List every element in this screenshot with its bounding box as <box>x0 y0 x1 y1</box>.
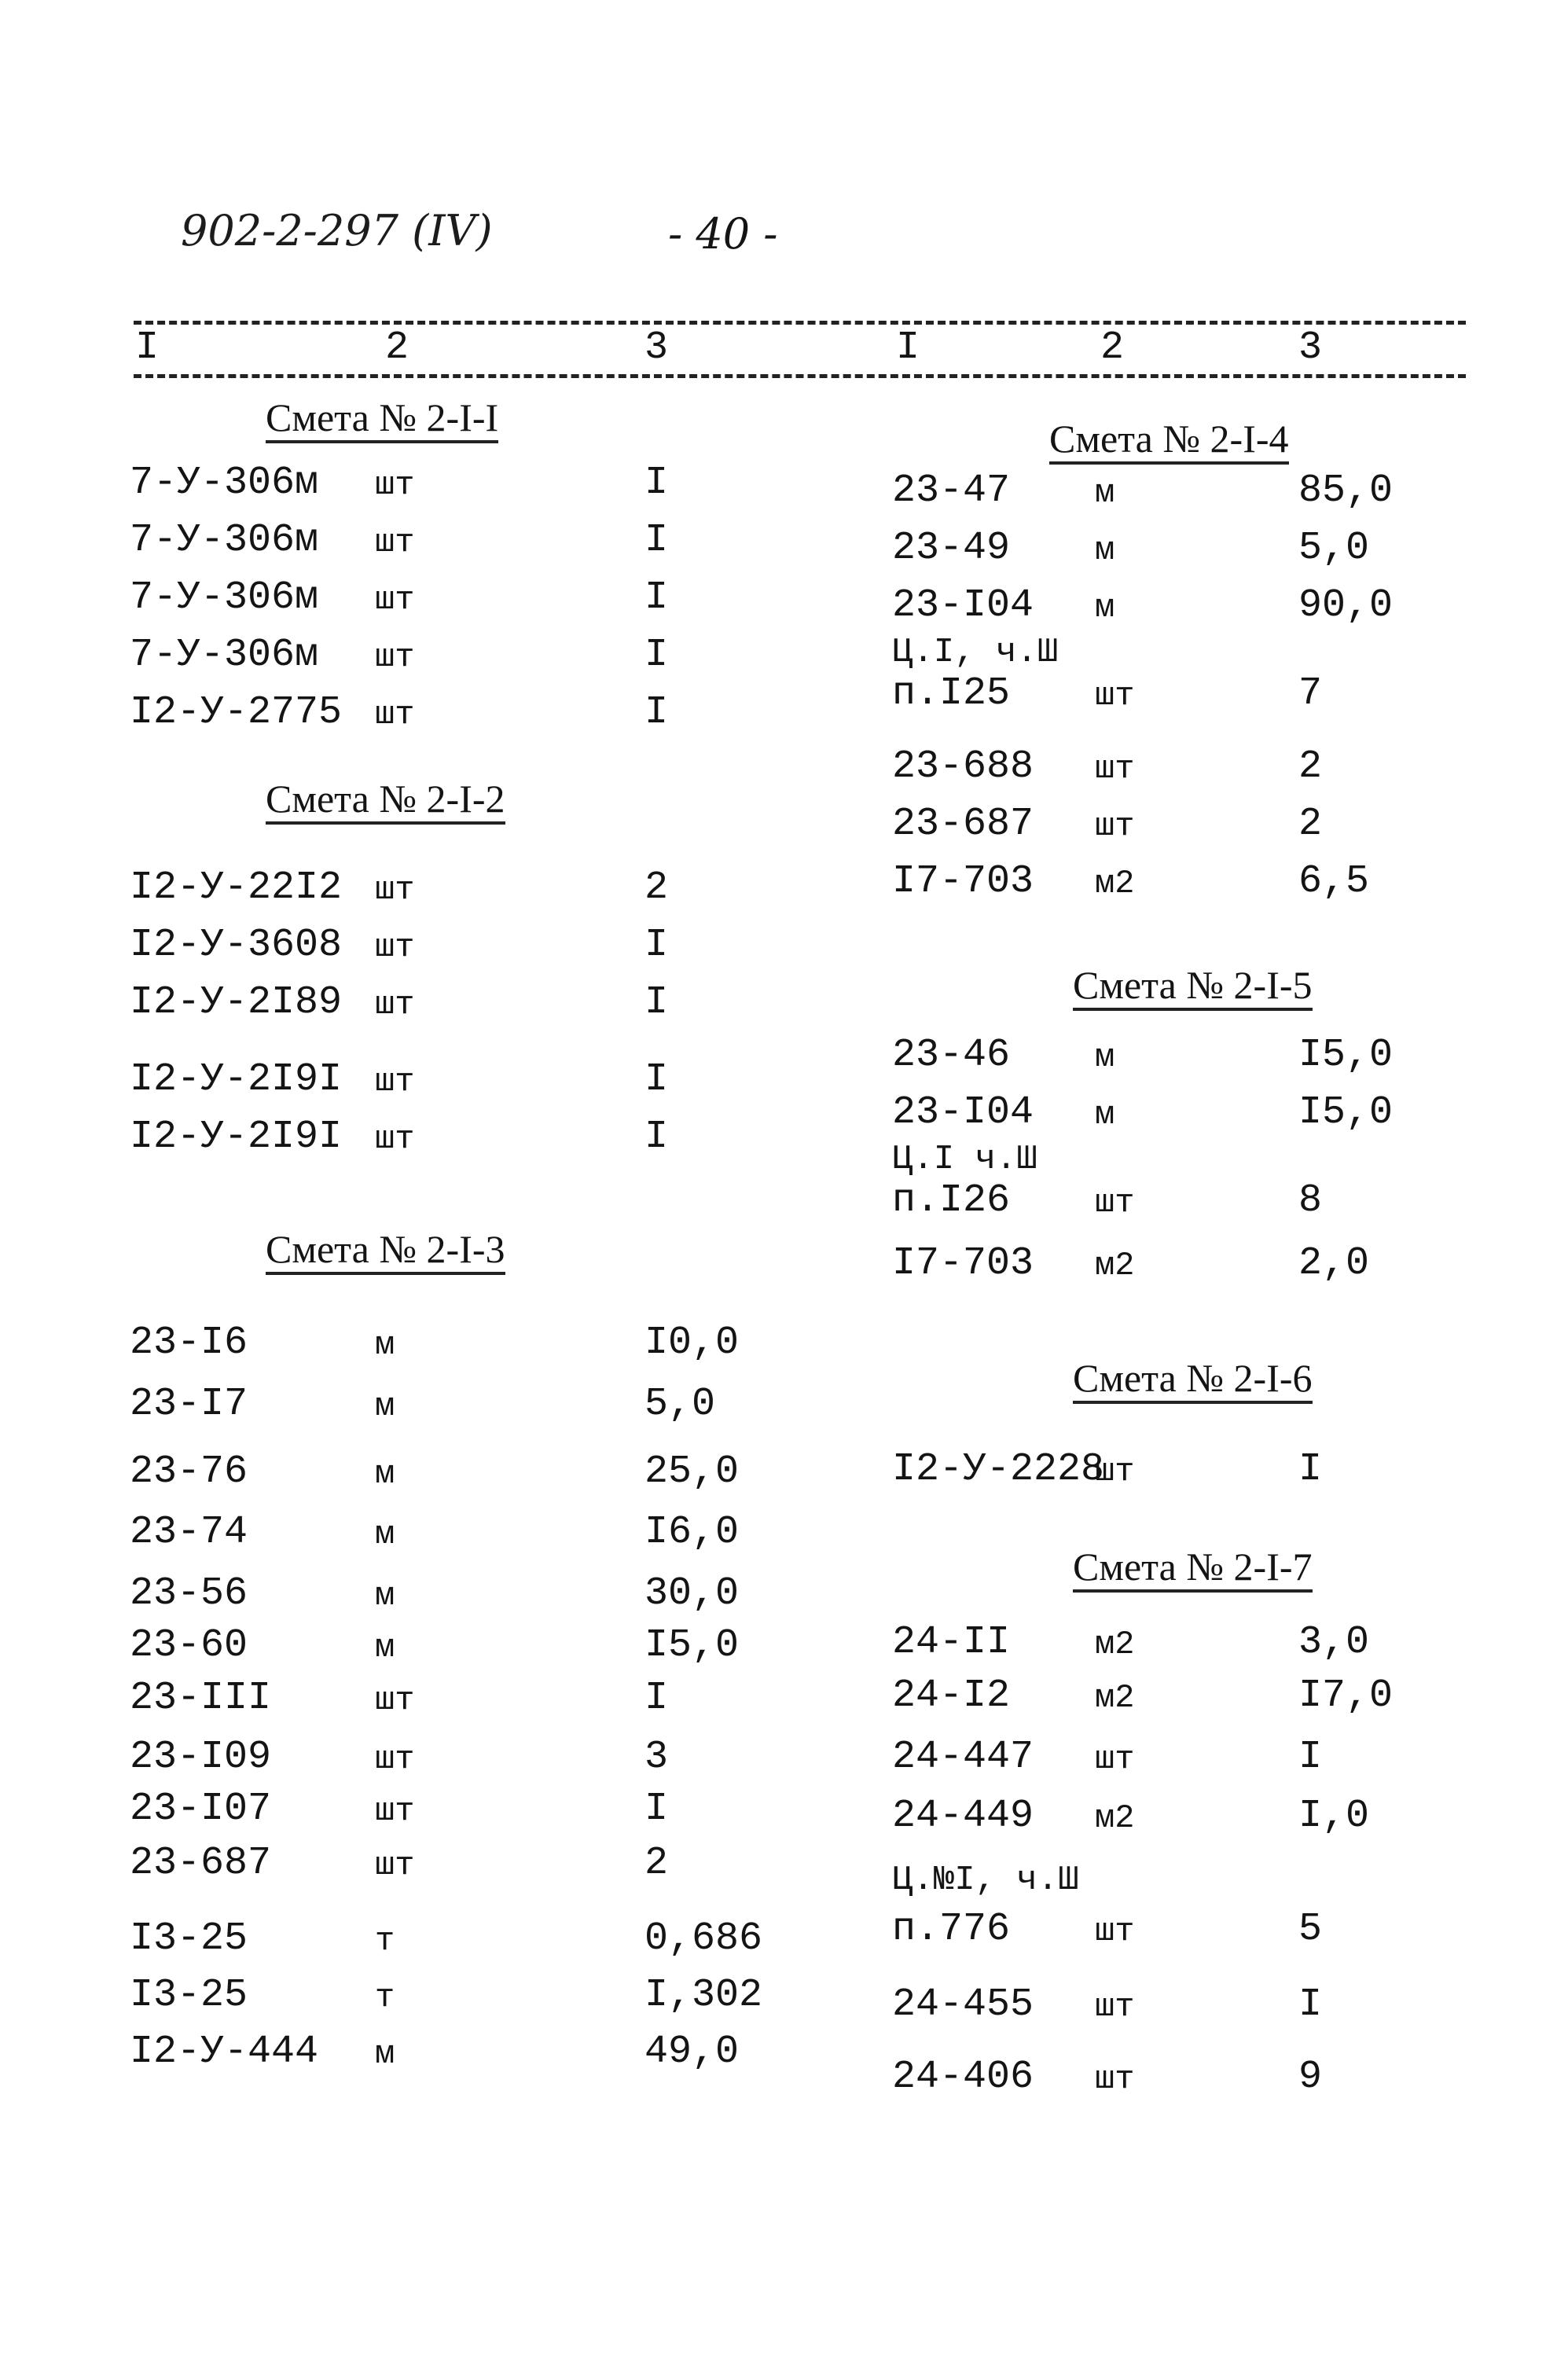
estimate-heading: Смета № 2-I-5 <box>1073 964 1313 1011</box>
item-quantity: I0,0 <box>644 1321 740 1365</box>
item-code: 23-49 <box>892 526 1011 571</box>
item-code: I2-У-2I9I <box>130 1115 343 1159</box>
item-code: I2-У-2I89 <box>130 980 343 1025</box>
item-unit: шт <box>375 524 415 561</box>
item-unit: шт <box>1095 1912 1135 1950</box>
item-quantity: 2,0 <box>1298 1241 1370 1286</box>
item-quantity: 5 <box>1298 1907 1323 1952</box>
table-row <box>892 1982 1442 2058</box>
item-unit: шт <box>1095 2060 1135 2098</box>
table-row <box>130 1510 758 1574</box>
table-row <box>130 1916 763 1976</box>
item-unit: т <box>375 1922 395 1960</box>
item-unit: шт <box>1095 677 1135 715</box>
item-code: I7-703 <box>892 859 1034 904</box>
item-code: I2-У-2I9I <box>130 1057 343 1102</box>
item-quantity: I <box>644 633 669 678</box>
table-row <box>130 1676 758 1738</box>
table-row <box>130 518 758 579</box>
table-row <box>892 1447 1442 1508</box>
header-rule-top <box>134 321 1466 325</box>
document-code: 902-2-297 (IV) <box>181 206 493 255</box>
table-row <box>892 2055 1442 2115</box>
item-quantity: I <box>1298 1447 1323 1492</box>
item-unit: шт <box>375 1120 415 1158</box>
item-unit: шт <box>375 986 415 1023</box>
table-row <box>892 526 1442 586</box>
item-code: 24-447 <box>892 1735 1034 1780</box>
item-unit: шт <box>375 581 415 619</box>
item-quantity: 2 <box>644 865 669 910</box>
item-quantity: I5,0 <box>644 1623 740 1668</box>
item-unit: шт <box>375 466 415 504</box>
item-unit: м2 <box>1095 1626 1135 1663</box>
item-quantity: 2 <box>1298 802 1323 847</box>
item-unit: м2 <box>1095 865 1135 902</box>
table-row <box>892 671 1442 748</box>
col-header-left-1: I <box>135 325 160 370</box>
table-row <box>130 575 758 636</box>
item-quantity: I <box>644 461 669 505</box>
item-unit: шт <box>375 1792 415 1830</box>
item-unit: шт <box>1095 750 1135 788</box>
item-quantity: 8 <box>1298 1178 1323 1223</box>
item-quantity: I7,0 <box>1298 1673 1394 1718</box>
item-quantity: 5,0 <box>644 1382 716 1427</box>
item-unit: шт <box>375 638 415 676</box>
table-row <box>130 923 758 983</box>
item-unit: шт <box>1095 1740 1135 1778</box>
item-code: 23-687 <box>892 802 1034 847</box>
table-row <box>130 1571 758 1626</box>
item-code: I3-25 <box>130 1916 248 1961</box>
table-row <box>130 1115 758 1175</box>
item-code: 23-60 <box>130 1623 248 1668</box>
estimate-heading: Смета № 2-I-7 <box>1073 1546 1313 1593</box>
item-unit: м <box>375 1387 395 1425</box>
item-code: 23-I04 <box>892 1090 1034 1135</box>
item-unit: шт <box>375 696 415 733</box>
item-code: 23-I04 <box>892 583 1034 628</box>
item-code: 7-У-306м <box>130 633 319 678</box>
item-quantity: I <box>644 575 669 620</box>
table-row <box>130 980 758 1060</box>
item-code: 23-I7 <box>130 1382 248 1427</box>
item-quantity: I <box>644 1787 669 1831</box>
item-unit: шт <box>375 928 415 966</box>
item-unit: шт <box>1095 1988 1135 2026</box>
item-quantity: 30,0 <box>644 1571 740 1616</box>
table-row <box>892 583 1442 635</box>
item-code: 23-56 <box>130 1571 248 1616</box>
item-code: 23-I09 <box>130 1735 272 1780</box>
item-unit: м2 <box>1095 1247 1135 1284</box>
item-quantity: I5,0 <box>1298 1090 1394 1135</box>
item-code: I2-У-444 <box>130 2030 319 2074</box>
table-row <box>892 1033 1442 1093</box>
table-row <box>130 690 758 751</box>
item-code: 23-688 <box>892 744 1034 789</box>
item-quantity: I <box>1298 1982 1323 2027</box>
item-quantity: I <box>644 690 669 735</box>
col-header-left-3: 3 <box>644 325 669 370</box>
reference-note: Ц.№I, ч.Ш <box>892 1861 1079 1900</box>
table-row <box>130 1382 758 1453</box>
table-row <box>892 859 1442 920</box>
item-quantity: 3 <box>644 1735 669 1780</box>
table-row <box>892 1735 1442 1797</box>
table-row <box>892 1673 1442 1738</box>
table-row <box>130 1735 758 1790</box>
item-unit: шт <box>375 1681 415 1719</box>
item-unit: шт <box>375 871 415 909</box>
item-quantity: 5,0 <box>1298 526 1370 571</box>
table-row <box>130 2030 758 2090</box>
table-row <box>130 1973 763 2033</box>
item-unit: м <box>1095 589 1115 626</box>
item-quantity: I <box>644 518 669 563</box>
item-quantity: 6,5 <box>1298 859 1370 904</box>
estimate-heading: Смета № 2-I-6 <box>1073 1357 1313 1404</box>
estimate-table <box>892 468 1442 920</box>
estimate-table <box>130 1321 763 2090</box>
item-quantity: I <box>1298 1735 1323 1780</box>
item-code: 23-74 <box>130 1510 248 1555</box>
item-code: п.I26 <box>892 1178 1011 1223</box>
table-row <box>892 468 1442 529</box>
item-code: 23-I6 <box>130 1321 248 1365</box>
item-unit: м <box>1095 1096 1115 1133</box>
item-code: I2-У-2228 <box>892 1447 1105 1492</box>
table-row <box>130 633 758 693</box>
item-quantity: I <box>644 1057 669 1102</box>
table-row <box>130 1449 758 1513</box>
item-unit: м2 <box>1095 1679 1135 1717</box>
item-code: 23-I07 <box>130 1787 272 1831</box>
item-quantity: 0,686 <box>644 1916 763 1961</box>
table-row <box>130 1841 758 1920</box>
table-row <box>892 1241 1442 1302</box>
item-code: п.I25 <box>892 671 1011 716</box>
item-unit: м <box>375 1515 395 1553</box>
item-unit: шт <box>1095 807 1135 845</box>
table-row <box>892 802 1442 862</box>
table-row <box>130 865 758 926</box>
table-row <box>892 1794 1442 1863</box>
estimate-heading: Смета № 2-I-4 <box>1049 418 1289 465</box>
item-code: 23-46 <box>892 1033 1011 1078</box>
item-code: 23-47 <box>892 468 1011 513</box>
item-quantity: I <box>644 923 669 968</box>
estimate-table <box>892 1033 1442 1302</box>
item-code: п.776 <box>892 1907 1011 1952</box>
table-row <box>892 1620 1442 1677</box>
table-row <box>130 1321 758 1385</box>
item-code: 24-I2 <box>892 1673 1011 1718</box>
table-row <box>892 744 1442 805</box>
item-unit: м <box>1095 531 1115 569</box>
item-code: 23-76 <box>130 1449 248 1494</box>
table-row <box>130 1787 758 1844</box>
table-row <box>892 1178 1442 1244</box>
table-row <box>892 1090 1442 1142</box>
item-quantity: I <box>644 1676 669 1721</box>
item-code: 7-У-306м <box>130 461 319 505</box>
item-quantity: I5,0 <box>1298 1033 1394 1078</box>
item-code: I2-У-2775 <box>130 690 343 735</box>
item-unit: м2 <box>1095 1799 1135 1837</box>
item-code: 24-II <box>892 1620 1011 1665</box>
header-rule-bottom <box>134 374 1466 378</box>
table-row <box>130 1623 758 1679</box>
item-quantity: 85,0 <box>1298 468 1394 513</box>
item-unit: шт <box>375 1063 415 1100</box>
item-unit: м <box>375 2035 395 2073</box>
item-code: I2-У-3608 <box>130 923 343 968</box>
item-code: 24-455 <box>892 1982 1034 2027</box>
item-quantity: 90,0 <box>1298 583 1394 628</box>
item-quantity: I,302 <box>644 1973 763 2018</box>
estimate-table <box>892 1620 1442 2115</box>
item-code: 24-406 <box>892 2055 1034 2100</box>
col-header-right-3: 3 <box>1298 325 1323 370</box>
table-row <box>130 1057 758 1118</box>
item-quantity: 2 <box>644 1841 669 1886</box>
item-unit: м <box>1095 1038 1115 1076</box>
item-quantity: I6,0 <box>644 1510 740 1555</box>
item-code: I3-25 <box>130 1973 248 2018</box>
item-unit: шт <box>1095 1184 1135 1222</box>
estimate-table <box>892 1447 1442 1508</box>
col-header-left-2: 2 <box>385 325 409 370</box>
item-unit: м <box>1095 474 1115 512</box>
item-quantity: 25,0 <box>644 1449 740 1494</box>
item-unit: т <box>375 1978 395 2016</box>
item-code: I7-703 <box>892 1241 1034 1286</box>
item-quantity: I <box>644 980 669 1025</box>
item-code: 7-У-306м <box>130 575 319 620</box>
item-code: I2-У-22I2 <box>130 865 343 910</box>
col-header-right-1: I <box>896 325 920 370</box>
item-quantity: 2 <box>1298 744 1323 789</box>
item-code: 23-687 <box>130 1841 272 1886</box>
item-unit: м <box>375 1629 395 1666</box>
table-row <box>130 461 758 521</box>
item-unit: м <box>375 1326 395 1364</box>
item-unit: шт <box>375 1740 415 1778</box>
page-number: - 40 - <box>668 209 778 259</box>
item-code: 7-У-306м <box>130 518 319 563</box>
item-quantity: I <box>644 1115 669 1159</box>
estimate-table <box>130 865 758 1175</box>
col-header-right-2: 2 <box>1100 325 1125 370</box>
item-quantity: I,0 <box>1298 1794 1370 1839</box>
estimate-table <box>130 461 758 751</box>
item-quantity: 3,0 <box>1298 1620 1370 1665</box>
item-unit: м <box>375 1455 395 1493</box>
estimate-heading: Смета № 2-I-2 <box>266 778 505 825</box>
item-quantity: 9 <box>1298 2055 1323 2100</box>
item-unit: шт <box>1095 1453 1135 1490</box>
item-code: 24-449 <box>892 1794 1034 1839</box>
item-quantity: 7 <box>1298 671 1323 716</box>
reference-note: Ц.I, ч.Ш <box>892 633 1059 672</box>
item-unit: шт <box>375 1846 415 1884</box>
table-row <box>892 1907 1442 1986</box>
estimate-heading: Смета № 2-I-I <box>266 397 498 443</box>
reference-note: Ц.I ч.Ш <box>892 1140 1037 1179</box>
item-code: 23-III <box>130 1676 272 1721</box>
item-unit: м <box>375 1577 395 1615</box>
estimate-heading: Смета № 2-I-3 <box>266 1229 505 1275</box>
item-quantity: 49,0 <box>644 2030 740 2074</box>
